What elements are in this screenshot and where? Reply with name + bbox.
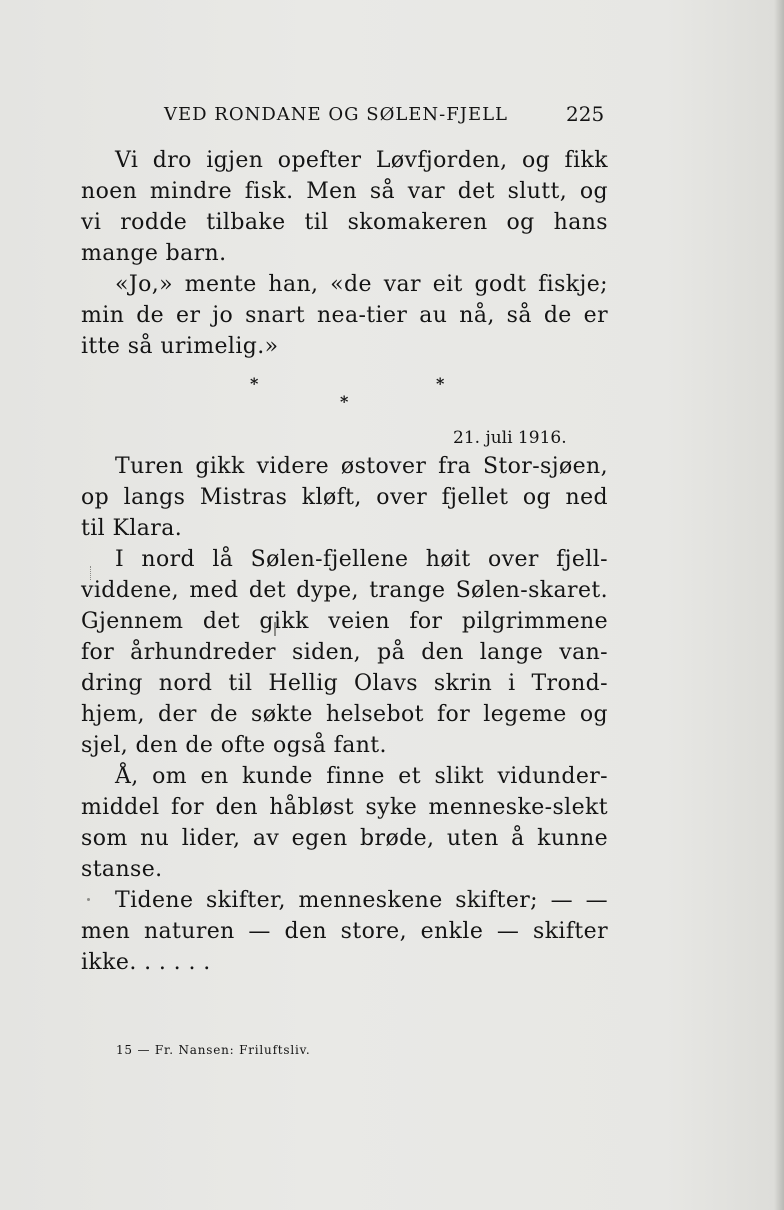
text-line: Tidene skifter, menneskene skifter; — — [115,888,608,913]
paragraph-block-2 [81,451,608,978]
text-line: Vi dro igjen opefter Løvfjorden, og fikk [115,148,608,173]
separator-star: * [250,374,259,393]
text-line: «Jo,» mente han, «de var eit godt fiskje; [115,272,608,297]
text-line: op langs Mistras kløft, over fjellet og ned [81,485,608,510]
text-line: til Klara. [81,516,183,541]
text-line: Å, om en kunde finne et slikt vidunder- [115,764,608,789]
text-line: min de er jo snart nea-tier au nå, så de er [81,303,608,328]
text-line: I nord lå Sølen-fjellene høit over fjell- [115,547,608,572]
text-line: ikke. . . . . . [81,950,211,975]
text-line: men naturen — den store, enkle — skifter [81,919,608,944]
text-line: mange barn. [81,241,227,266]
print-speck [274,622,281,636]
running-title: VED RONDANE OG SØLEN-FJELL [164,104,509,125]
print-speck [90,566,94,580]
text-line: vi rodde tilbake til skomakeren og hans [81,210,608,235]
text-line: noen mindre fisk. Men så var det slutt, og [81,179,608,204]
footer-signature: 15 — Fr. Nansen: Friluftsliv. [116,1043,311,1057]
text-line: dring nord til Hellig Olavs skrin i Trond- [81,671,608,696]
text-line: som nu lider, av egen brøde, uten å kunne [81,826,608,851]
print-speck [87,898,90,901]
text-line: hjem, der de søkte helsebot for legeme og [81,702,608,727]
page-number: 225 [566,102,605,126]
dateline: 21. juli 1916. [453,428,567,448]
paragraph-block-1 [81,145,608,362]
text-line: Gjennem det gikk veien for pilgrimmene [81,609,608,634]
text-line: stanse. [81,857,163,882]
text-line: Turen gikk videre østover fra Stor-sjøen, [115,454,608,479]
page-edge-shadow [774,0,784,1210]
text-line: viddene, med det dype, trange Sølen-skaret. [81,578,608,603]
separator-star: * [436,374,445,393]
text-line: for århundreder siden, på den lange van- [81,640,608,665]
text-line: itte så urimelig.» [81,334,279,359]
separator-star: * [340,392,349,411]
text-line: sjel, den de ofte også fant. [81,733,387,758]
text-line: middel for den håbløst syke menneske-slekt [81,795,608,820]
